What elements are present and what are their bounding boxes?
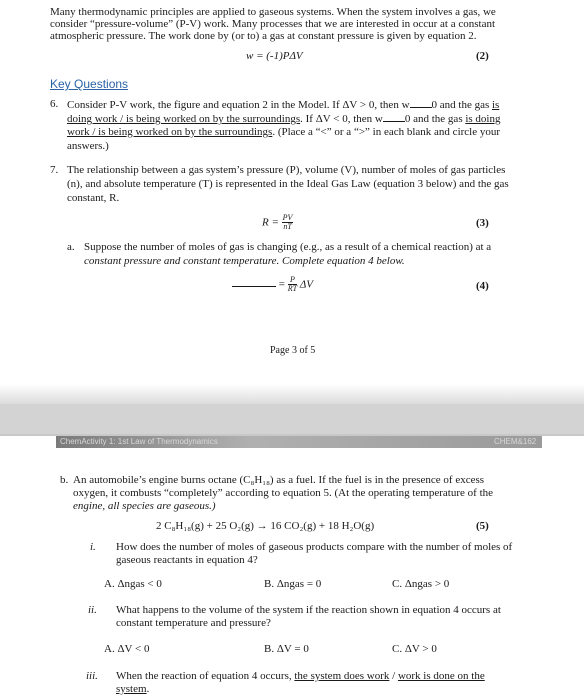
q7-number: 7.: [50, 164, 59, 176]
qii-line-1: What happens to the volume of the system if the reaction shown in equation 4 occurs at: [116, 604, 501, 616]
equation-3-number: (3): [476, 217, 489, 229]
qi-option-c[interactable]: C. Δngas > 0: [392, 578, 450, 590]
page-break-shadow: [0, 384, 584, 404]
page-break-gap: [0, 404, 584, 434]
qi-option-a[interactable]: A. Δngas < 0: [104, 578, 162, 590]
qii-option-b[interactable]: B. ΔV = 0: [264, 643, 309, 655]
qa-line-2: constant pressure and constant temperature. Complete equation 4 below.: [84, 255, 405, 267]
qii-option-c[interactable]: C. ΔV > 0: [392, 643, 437, 655]
q6-choice-2[interactable]: work / is being worked on by the surroundings: [67, 126, 273, 138]
running-header-right: CHEM&162: [494, 437, 537, 446]
q6-blank-1[interactable]: [410, 98, 432, 108]
running-header-left: ChemActivity 1: 1st Law of Thermodynamics: [60, 437, 218, 446]
q6-line-2: doing work / is being worked on by the surroundings. If ΔV < 0, then w 0 and the gas is doing: [67, 113, 501, 125]
equation-4-fraction: $\frac{P}{RT}$: [287, 275, 298, 293]
qi-line-2: gaseous reactants in equation 4?: [116, 554, 258, 566]
qiii-label: iii.: [86, 670, 98, 682]
qi-option-b[interactable]: B. Δngas = 0: [264, 578, 322, 590]
equation-4-number: (4): [476, 280, 489, 292]
qii-line-2: constant temperature and pressure?: [116, 617, 271, 629]
qb-line-1: An automobile’s engine burns octane (C₈H₁₈) as a fuel. If the fuel is in the presence of excess: [73, 474, 485, 486]
q6-number: 6.: [50, 98, 59, 110]
equation-5-number: (5): [476, 520, 489, 532]
intro-line-1: Many thermodynamic principles are applied to gaseous systems. When the system involves a gas, we: [50, 6, 496, 18]
q7-line-3: constant, R.: [67, 192, 120, 204]
equation-4: = $\frac{P}{RT}$ ΔV: [232, 276, 313, 296]
equation-3-fraction: $\frac{PV}{nT}$: [282, 213, 293, 231]
q6-blank-2[interactable]: [383, 112, 405, 122]
qiii-choice-2[interactable]: work is done on the: [397, 670, 485, 682]
qii-option-a[interactable]: A. ΔV < 0: [104, 643, 150, 655]
equation-4-blank[interactable]: [232, 277, 276, 287]
equation-2: w = (-1)PΔV: [246, 50, 303, 62]
qii-label: ii.: [88, 604, 97, 616]
qi-label: i.: [90, 541, 96, 553]
q6-choice-1[interactable]: doing work / is being worked on by the surroundings: [67, 113, 301, 125]
qiii-line-2: system.: [116, 683, 150, 695]
qi-line-1: How does the number of moles of gaseous products compare with the number of moles of: [116, 541, 513, 553]
qb-line-3: engine, all species are gaseous.): [73, 500, 216, 512]
q7-line-1: The relationship between a gas system’s pressure (P), volume (V), number of moles of gas particles: [67, 164, 506, 176]
equation-2-number: (2): [476, 50, 489, 62]
q6-line-4: answers.): [67, 140, 109, 152]
q7-line-2: (n), and absolute temperature (T) is represented in the Ideal Gas Law (equation 3 below) and the gas: [67, 178, 509, 190]
intro-line-2: consider “pressure-volume” (P-V) work. Many processes that we are interested in occur at a constant: [50, 18, 496, 30]
intro-line-3: atmospheric pressure. The work done by (or to) a gas at constant pressure is given by equation 2.: [50, 30, 477, 42]
qb-line-2: oxygen, it combusts “completely” according to equation 5. (At the operating temperature of the: [73, 487, 494, 499]
equation-3: R = $\frac{PV}{nT}$: [262, 213, 293, 231]
key-questions-heading: Key Questions: [50, 77, 129, 91]
equation-5: 2 C₈H₁₈(g) + 25 O₂(g) → 16 CO₂(g) + 18 H₂O(g): [156, 520, 375, 532]
q6-line-1: Consider P-V work, the figure and equation 2 in the Model. If ΔV > 0, then w 0 and the gas is: [67, 99, 500, 111]
q6-line-3: work / is being worked on by the surroundings. (Place a “<” or a “>” in each blank and circle your: [67, 126, 501, 138]
qiii-choice-2-cont[interactable]: system: [116, 683, 147, 695]
qiii-choice-1[interactable]: the system does work: [294, 670, 390, 682]
page-number: Page 3 of 5: [270, 345, 316, 356]
qiii-line-1: When the reaction of equation 4 occurs, the system does work / work is done on the: [116, 670, 485, 682]
qa-label: a.: [67, 241, 75, 253]
qb-label: b.: [60, 474, 69, 486]
qa-line-1: Suppose the number of moles of gas is changing (e.g., as a result of a chemical reaction) at a: [84, 241, 492, 253]
